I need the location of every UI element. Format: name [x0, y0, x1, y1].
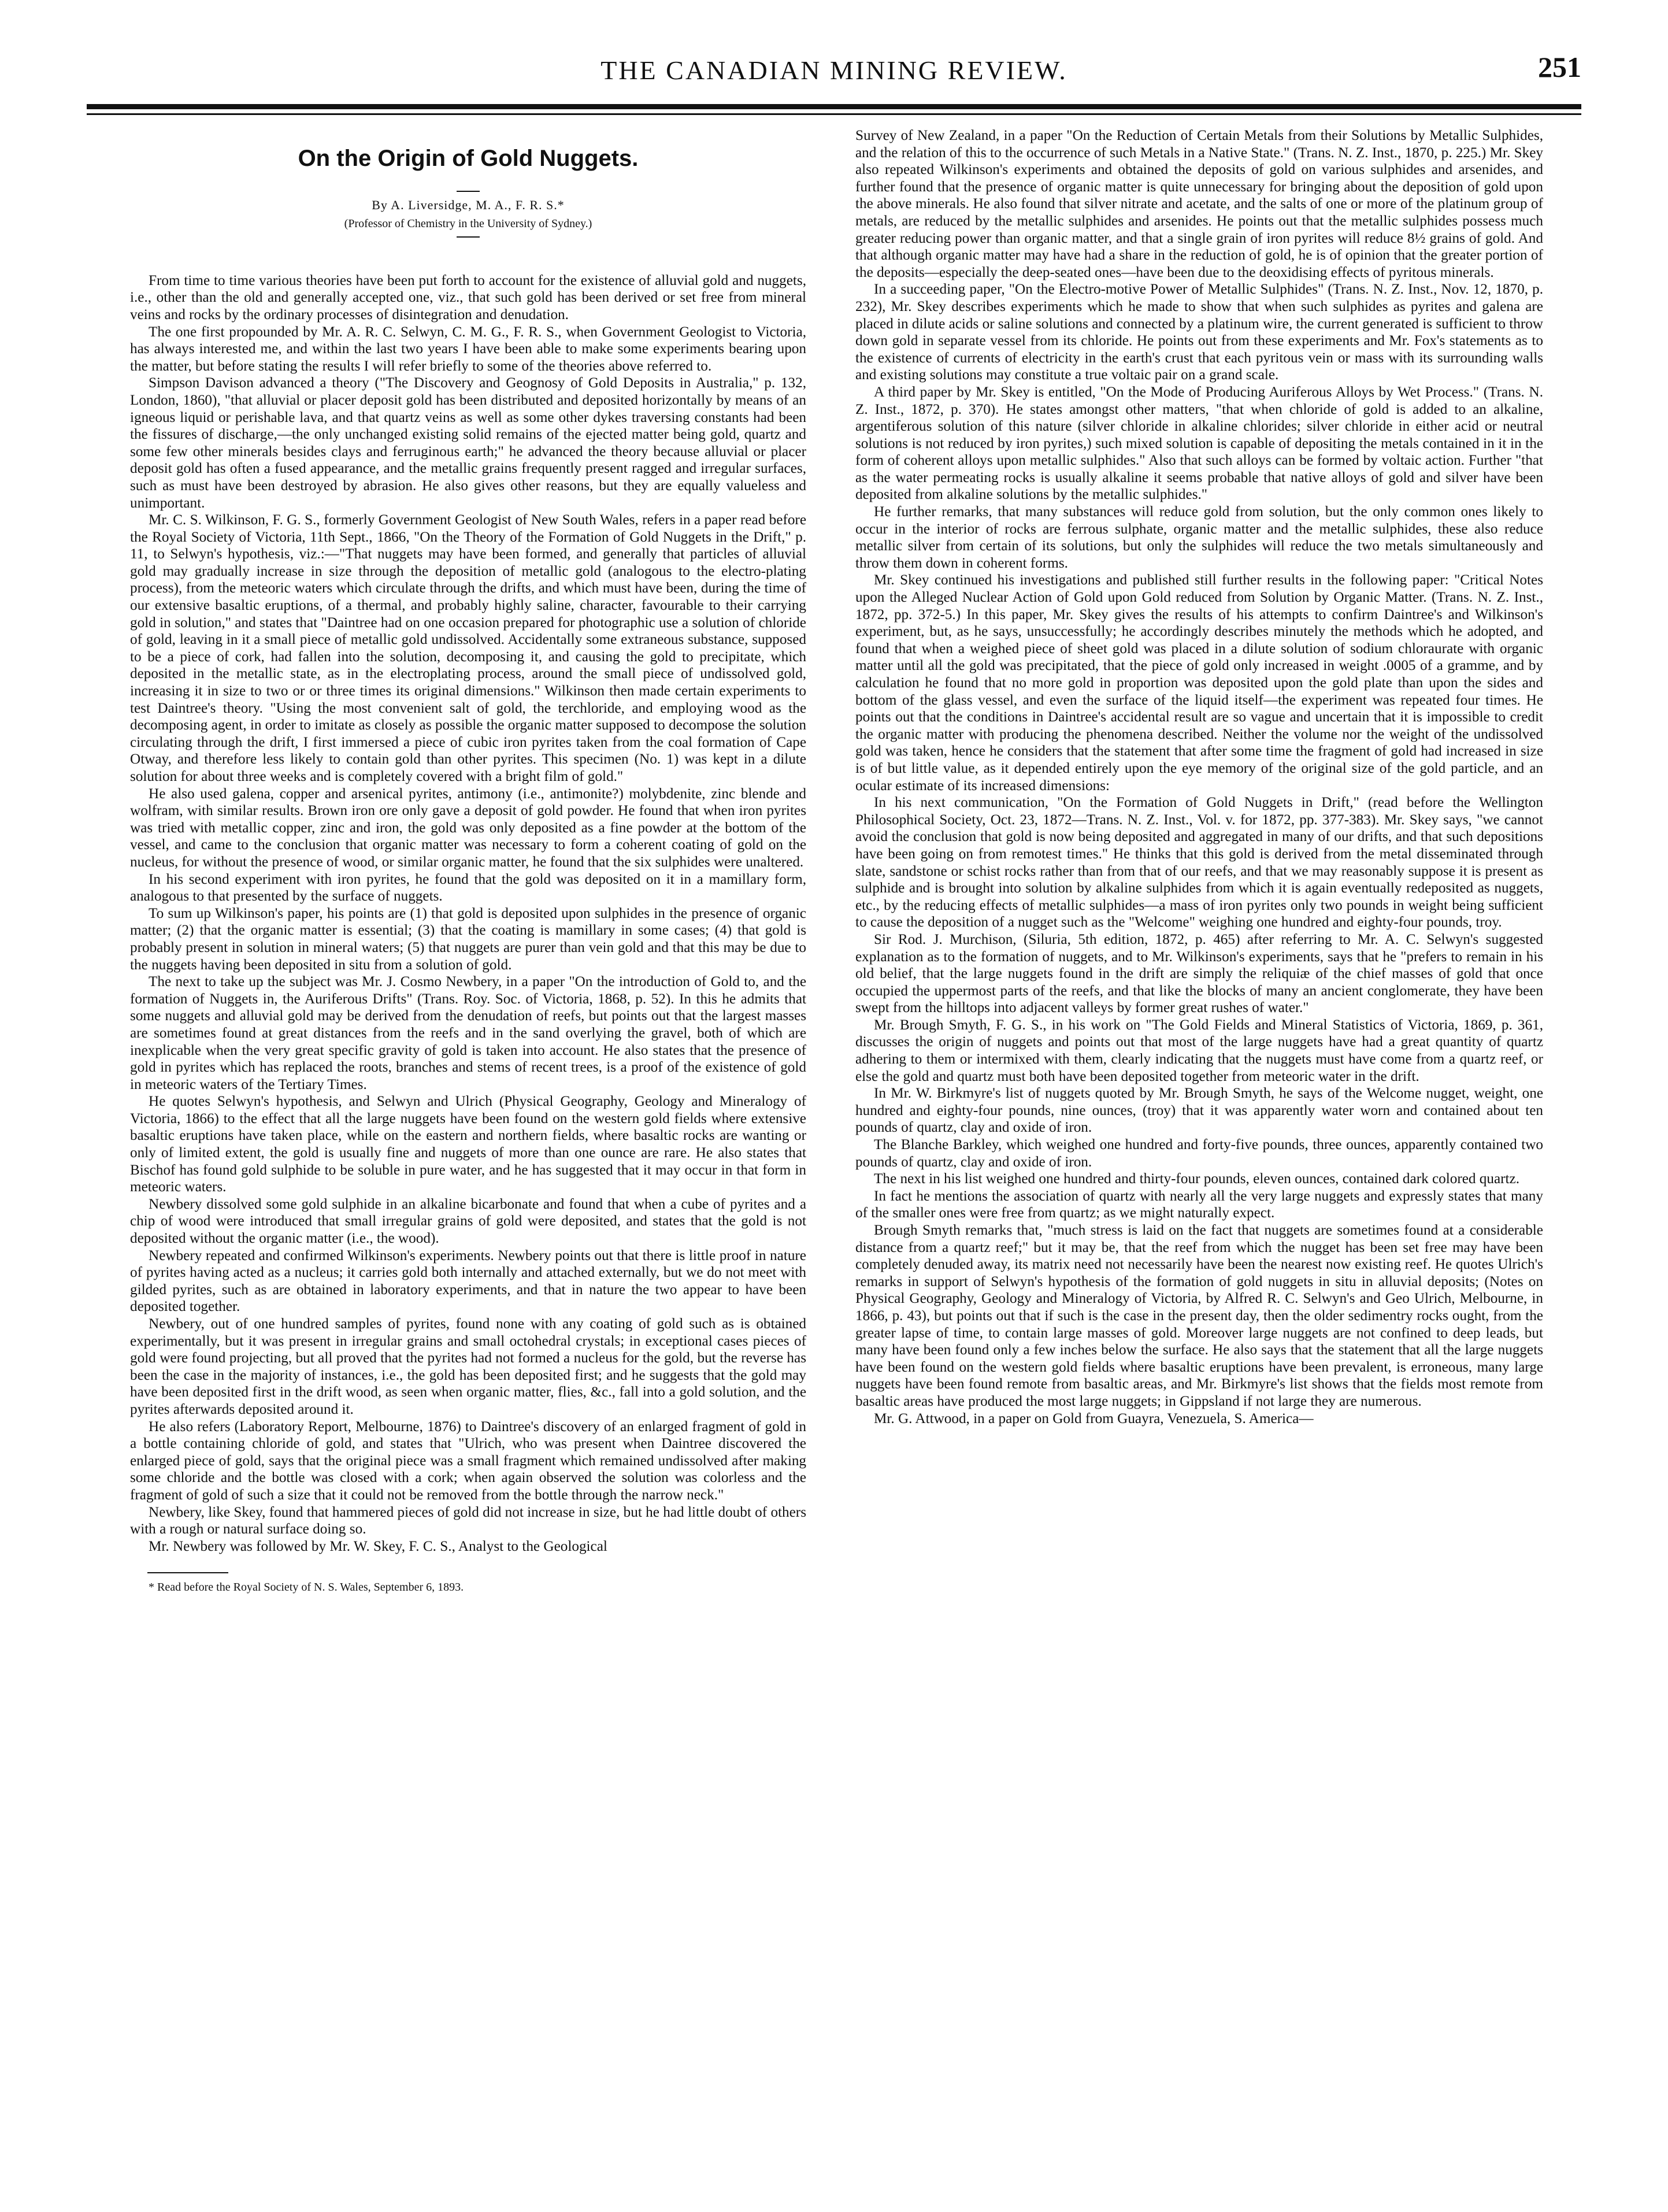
body-paragraph: Survey of New Zealand, in a paper "On the Reduction of Certain Metals from their Solutions by Metallic Sulphides, and the relation of this to the occurrence of such Metals in a Native State." (Trans. N. Z. Inst., 1870, p. 225.) Mr. Skey also repeated Wilkinson's experiments and obtained the deposits of gold on various sulphides and arsenides, and further found that the presence of organic matter is quite unnecessary for bringing about the deposition of gold upon the above minerals. He also found that silver nitrate and acetate, and the salts of one or more of the platinum group of metals, are reduced by the metallic sulphides and arsenides. He points out that the metallic sulphides possess much greater reducing power than organic matter, and that a single grain of iron pyrites will reduce 8½ grains of gold. And that although organic matter may have had a share in the reduction of gold, he is of opinion that the greater portion of the deposits—especially the deep-seated ones—have been due to the deoxidising effects of pyritous minerals. [855, 128, 1543, 280]
body-paragraph: In his next communication, "On the Formation of Gold Nuggets in Drift," (read before the Wellington Philosophical Society, Oct. 23, 1872—Trans. N. Z. Inst., Vol. v. for 1872, pp. 377-383). Mr. Skey says, "we cannot avoid the conclusion that gold is now being deposited and aggregated in many of our drifts, and that such depositions have been going on from remotest times." He thinks that this gold is derived from the metal disseminated through slate, sandstone or schist rocks rather than from that of our reefs, and that we may reasonably suppose it is present as sulphide and is brought into solution by alkaline sulphides from which it is again eventually redeposited as nuggets, etc., by the reducing effects of metallic sulphides—a mass of iron pyrites only two pounds in weight being sufficient to cause the deposition of a nugget such as the "Welcome" weighing one hundred and eighty-four pounds, troy. [855, 795, 1543, 931]
body-paragraph: Newbery repeated and confirmed Wilkinson's experiments. Newbery points out that there is little proof in nature of pyrites having acted as a nucleus; it carries gold both internally and attached externally, but we do not meet with gilded pyrites, such as are obtained in laboratory experiments, and that in nature the two appear to have been deposited together. [130, 1247, 806, 1315]
body-paragraph: The one first propounded by Mr. A. R. C. Selwyn, C. M. G., F. R. S., when Government Geologist to Victoria, has always interested me, and within the last two years I have been able to make some experiments bearing upon the matter, but before stating the results I will refer briefly to some of the theories above referred to. [130, 324, 806, 374]
body-paragraph: Mr. C. S. Wilkinson, F. G. S., formerly Government Geologist of New South Wales, refers in a paper read before the Royal Society of Victoria, 11th Sept., 1866, "On the Theory of the Formation of Gold Nuggets in the Drift," p. 11, to Selwyn's hypothesis, viz.:—"That nuggets may have been formed, and generally that particles of alluvial gold may gradually increase in size through the deposition of metallic gold (analogous to the electro-plating process), from the meteoric waters which circulate through the drifts, and which must have been, during the time of our extensive basaltic eruptions, of a thermal, and probably highly saline, character, favourable to their carrying gold in solution," and states that "Daintree had on one occasion prepared for photographic use a solution of chloride of gold, leaving in it a small piece of metallic gold undissolved. Accidentally some extraneous substance, supposed to be a piece of cork, had fallen into the solution, decomposing it, and causing the gold to precipitate, which deposited in the metallic state, as in the electroplating process, around the small piece of undissolved gold, increasing it in size to two or or three times its original dimensions." Wilkinson then made certain experiments to test Daintree's theory. "Using the most convenient salt of gold, the terchloride, and employing wood as the decomposing agent, in order to imitate as closely as possible the organic matter supposed to decompose the solution circulating through the drift, I first immersed a piece of cubic iron pyrites taken from the coal formation of Cape Otway, and therefore less likely to contain gold than other pyrites. This specimen (No. 1) was kept in a dilute solution for about three weeks and is completely covered with a bright film of gold." [130, 512, 806, 784]
body-paragraph: Mr. Skey continued his investigations and published still further results in the following paper: "Critical Notes upon the Alleged Nuclear Action of Gold upon Gold reduced from Solution by Organic Matter. (Trans. N. Z. Inst., 1872, pp. 372-5.) In this paper, Mr. Skey gives the results of his attempts to confirm Daintree's and Wilkinson's experiment, but, as he says, unsuccessfully; he accordingly describes minutely the methods which he adopted, and found that when a weighed piece of sheet gold was placed in a dilute solution of sodium chloraurate with organic matter until all the gold was precipitated, that the piece of gold only increased in weight .0005 of a gramme, and by calculation he found that no more gold in proportion was deposited upon the gold plate than upon the sides and bottom of the glass vessel, and even the surface of the liquid itself—the experiment was repeated four times. He points out that the conditions in Daintree's accidental result are so vague and uncertain that it is impossible to credit the organic matter with producing the phenomena described. Neither the volume nor the weight of the undissolved gold was taken, hence he considers that the statement that after some time the fragment of gold had increased in size is of but little value, as it depended entirely upon the eye memory of the original size of the gold particle, and an ocular estimate of its increased dimensions: [855, 572, 1543, 794]
body-paragraph: In fact he mentions the association of quartz with nearly all the very large nuggets and expressly states that many of the smaller ones were free from quartz; as we might naturally expect. [855, 1188, 1543, 1221]
footnote-rule [147, 1572, 228, 1573]
left-column [130, 127, 806, 2173]
body-paragraph: Newbery, like Skey, found that hammered pieces of gold did not increase in size, but he had little doubt of others with a rough or natural surface doing so. [130, 1504, 806, 1537]
body-paragraph: Mr. Brough Smyth, F. G. S., in his work on "The Gold Fields and Mineral Statistics of Victoria, 1869, p. 361, discusses the origin of nuggets and points out that most of the large nuggets have had a great quantity of quartz adhering to them or intermixed with them, clearly indicating that the nuggets must have come from a quartz reef, or else the gold and quartz must both have been deposited together from meteoric water in the drift. [855, 1017, 1543, 1084]
body-paragraph: Simpson Davison advanced a theory ("The Discovery and Geognosy of Gold Deposits in Australia," p. 132, London, 1860), "that alluvial or placer deposit gold has been distributed and deposited horizontally by means of an igneous liquid or perishable lava, and that quartz veins as well as some other dykes traversing constants had been the fissures of discharge,—the only unchanged existing solid remains of the ejected matter being gold, quartz and some few other minerals besides clays and ferruginous earth;" he advanced the theory because alluvial or placer deposit gold has often a fused appearance, and the metallic grains frequently present ragged and irregular surfaces, such as must have been destroyed by abrasion. He also gives other reasons, but they are equally valueless and unimportant. [130, 375, 806, 511]
body-paragraph: He also used galena, copper and arsenical pyrites, antimony (i.e., antimonite?) molybdenite, zinc blende and wolfram, with similar results. Brown iron ore only gave a deposit of gold powder. He found that when iron pyrites was tried with metallic copper, zinc and iron, the gold was only deposited as a fine powder at the bottom of the vessel, and came to the conclusion that organic matter was necessary to form a coherent coating of gold on the nucleus, for without the presence of wood, or similar organic matter, he found that the six sulphides were unaltered. [130, 785, 806, 870]
byline: By A. Liversidge, M. A., F. R. S.* [372, 197, 565, 212]
left-body-text [130, 272, 806, 1555]
body-paragraph: Mr. G. Attwood, in a paper on Gold from Guayra, Venezuela, S. America— [874, 1410, 1314, 1427]
body-paragraph: He further remarks, that many substances will reduce gold from solution, but the only common ones likely to occur in the interior of rocks are ferrous sulphate, organic matter and the metallic sulphides, these also reduce metallic silver from certain of its solutions, but only the sulphides will reduce the two metals simultaneously and throw them down in coherent forms. [855, 504, 1543, 571]
header-rule-thick [87, 104, 1581, 109]
body-paragraph: In a succeeding paper, "On the Electro-motive Power of Metallic Sulphides" (Trans. N. Z. Inst., Nov. 12, 1870, p. 232), Mr. Skey describes experiments which he made to show that when such sulphides as pyrites and galena are placed in dilute acids or saline solutions and connected by a platinum wire, the current generated is sufficient to throw down gold in separate vessel from its chloride. He points out from these experiments and Mr. Fox's statements as to the existence of currents of electricity in the earth's crust that each pyritous vein or mass with its surrounding walls and existing solutions may constitute a true voltaic pair on a grand scale. [855, 281, 1543, 383]
body-paragraph: He also refers (Laboratory Report, Melbourne, 1876) to Daintree's discovery of an enlarged fragment of gold in a bottle containing chloride of gold, and states that "Ulrich, who was present when Daintree discovered the enlarged piece of gold, says that the original piece was a small fragment which remained undissolved after making some chloride and the bottle was closed with a cork; when again observed the solution was colorless and the fragment of gold of such a size that it could not be removed from the bottle through the narrow neck." [130, 1418, 806, 1503]
body-paragraph: In his second experiment with iron pyrites, he found that the gold was deposited on it in a mamillary form, analogous to that presented by the surface of nuggets. [130, 871, 806, 905]
body-paragraph: A third paper by Mr. Skey is entitled, "On the Mode of Producing Auriferous Alloys by Wet Process." (Trans. N. Z. Inst., 1872, p. 370). He states amongst other matters, "that when chloride of gold is added to an alkaline, argentiferous solution of this nature (silver chloride in alkaline chlorides; silver chloride in either acid or neutral solutions is not reduced by iron pyrites,) such mixed solution is capable of depositing the metals contained in it in the form of coherent alloys upon metallic sulphides." Also that such alloys can be formed by voltaic action. Further "that as the water permeating rocks is usually alkaline it seems probable that native alloys of gold and silver have been deposited from alkaline solutions by the metallic sulphides." [855, 384, 1543, 503]
body-paragraph: In Mr. W. Birkmyre's list of nuggets quoted by Mr. Brough Smyth, he says of the Welcome nugget, weight, one hundred and eighty-four pounds, nine ounces, (troy) that it was apparently water worn and contained about ten pounds of quartz, clay and oxide of iron. [855, 1085, 1543, 1136]
body-paragraph: The next to take up the subject was Mr. J. Cosmo Newbery, in a paper "On the introduction of Gold to, and the formation of Nuggets in, the Auriferous Drifts" (Trans. Roy. Soc. of Victoria, 1868, p. 52). In this he admits that some nuggets and alluvial gold may be derived from the denudation of reefs, but points out that the largest masses are sometimes found at great distances from the reefs and in the sand overlying the gravel, both of which are inexplicable when the very great specific gravity of gold is taken into account. He also states that the presence of gold in pyrites which has replaced the roots, branches and stems of recent trees, is a proof of the existence of gold in meteoric waters of the Tertiary Times. [130, 974, 806, 1092]
page-number: 251 [1538, 51, 1581, 83]
body-paragraph: To sum up Wilkinson's paper, his points are (1) that gold is deposited upon sulphides in the presence of organic matter; (2) that the organic matter is essential; (3) that the coating is mamillary in some cases; (4) that gold is probably present in solution in mineral waters; (5) that nuggets are purer than vein gold and that this may be due to the nuggets having been deposited in situ from a solution of gold. [130, 905, 806, 973]
byline-rule [457, 236, 480, 238]
body-paragraph: He quotes Selwyn's hypothesis, and Selwyn and Ulrich (Physical Geography, Geology and Mineralogy of Victoria, 1866) to the effect that all the large nuggets have been found on the western gold fields where extensive basaltic eruptions have taken place, while on the eastern and northern fields, where basaltic rocks are wanting or only of limited extent, the gold is usually fine and nuggets of more than one ounce are rare. He also states that Bischof has found gold sulphide to be soluble in pure water, and he has suggested that it may occur in that form in meteoric waters. [130, 1094, 806, 1195]
body-paragraph: The next in his list weighed one hundred and thirty-four pounds, eleven ounces, contained dark colored quartz. [874, 1171, 1520, 1187]
body-paragraph: Mr. Newbery was followed by Mr. W. Skey, F. C. S., Analyst to the Geological [149, 1538, 607, 1554]
header-rule-thin [87, 113, 1581, 115]
body-paragraph: From time to time various theories have been put forth to account for the existence of alluvial gold and nuggets, i.e., other than the old and generally accepted one, viz., that such gold has been derived or set free from mineral veins and rocks by the ordinary processes of disintegration and denudation. [130, 272, 806, 323]
page-header [87, 32, 1581, 101]
right-body-text [855, 127, 1543, 1427]
right-column [855, 127, 1543, 2173]
body-paragraph: Newbery, out of one hundred samples of pyrites, found none with any coating of gold such as is obtained experimentally, but it was present in irregular grains and small octohedral crystals; in exceptional cases pieces of gold were found projecting, but all proved that the pyrites had not formed a nucleus for the gold, but the reverse has been the case in the majority of instances, i.e., the gold has been deposited first; and he suggests that the gold may have been deposited first in the drift wood, as seen when organic matter, flies, &c., fall into a gold solution, and the pyrites afterwards deposited around it. [130, 1316, 806, 1417]
footnote: * Read before the Royal Society of N. S. Wales, September 6, 1893. [149, 1581, 464, 1594]
body-paragraph: Brough Smyth remarks that, "much stress is laid on the fact that nuggets are sometimes found at a considerable distance from a quartz reef;" but it may be, that the reef from which the nugget has been set free may have been completely denuded away, its matrix need not necessarily have been the nearest now existing reef. He quotes Ulrich's remarks in support of Selwyn's hypothesis of the formation of gold nuggets in situ in alluvial deposits; (Notes on Physical Geography, Geology and Mineralogy of Victoria, by Alfred R. C. Selwyn's and Geo Ulrich, Melbourne, in 1866, p. 43), but points out that if such is the case in the present day, then the older sedimentry rocks ought, from the greater lapse of time, to contain large masses of gold. Moreover large nuggets are not confined to deep leads, but many have been found only a few inches below the surface. He also says that the statement that all the large nuggets have been found on the western gold fields where basaltic eruptions have been prevalent, is erroneous, many large nuggets have been found remote from basaltic areas, and Mr. Birkmyre's list shows that the fields most remote from basaltic areas have produced the most large nuggets; in Gippsland if not large they are numerous. [855, 1222, 1543, 1409]
journal-title: THE CANADIAN MINING REVIEW. [601, 55, 1067, 85]
article-title: On the Origin of Gold Nuggets. [298, 146, 639, 171]
affiliation: (Professor of Chemistry in the University of Sydney.) [344, 217, 592, 231]
title-rule [457, 191, 480, 192]
body-paragraph: The Blanche Barkley, which weighed one hundred and forty-five pounds, three ounces, apparently contained two pounds of quartz, clay and oxide of iron. [855, 1137, 1543, 1170]
body-paragraph: Newbery dissolved some gold sulphide in an alkaline bicarbonate and found that when a cube of pyrites and a chip of wood were introduced that small irregular grains of gold were deposited, and states that the gold is not deposited without the organic matter (i.e., the wood). [130, 1196, 806, 1247]
body-paragraph: Sir Rod. J. Murchison, (Siluria, 5th edition, 1872, p. 465) after referring to Mr. A. C. Selwyn's suggested explanation as to the formation of nuggets, and to Mr. Wilkinson's experiments, says that he "prefers to remain in his old belief, that the large nuggets found in the drift are simply the reliquiæ of the chief masses of gold that once occupied the uppermost parts of the reefs, and that like the blocks of many an ancient conglomerate, they have been swept from the hilltops into adjacent valleys by former great rushes of water." [855, 931, 1543, 1016]
